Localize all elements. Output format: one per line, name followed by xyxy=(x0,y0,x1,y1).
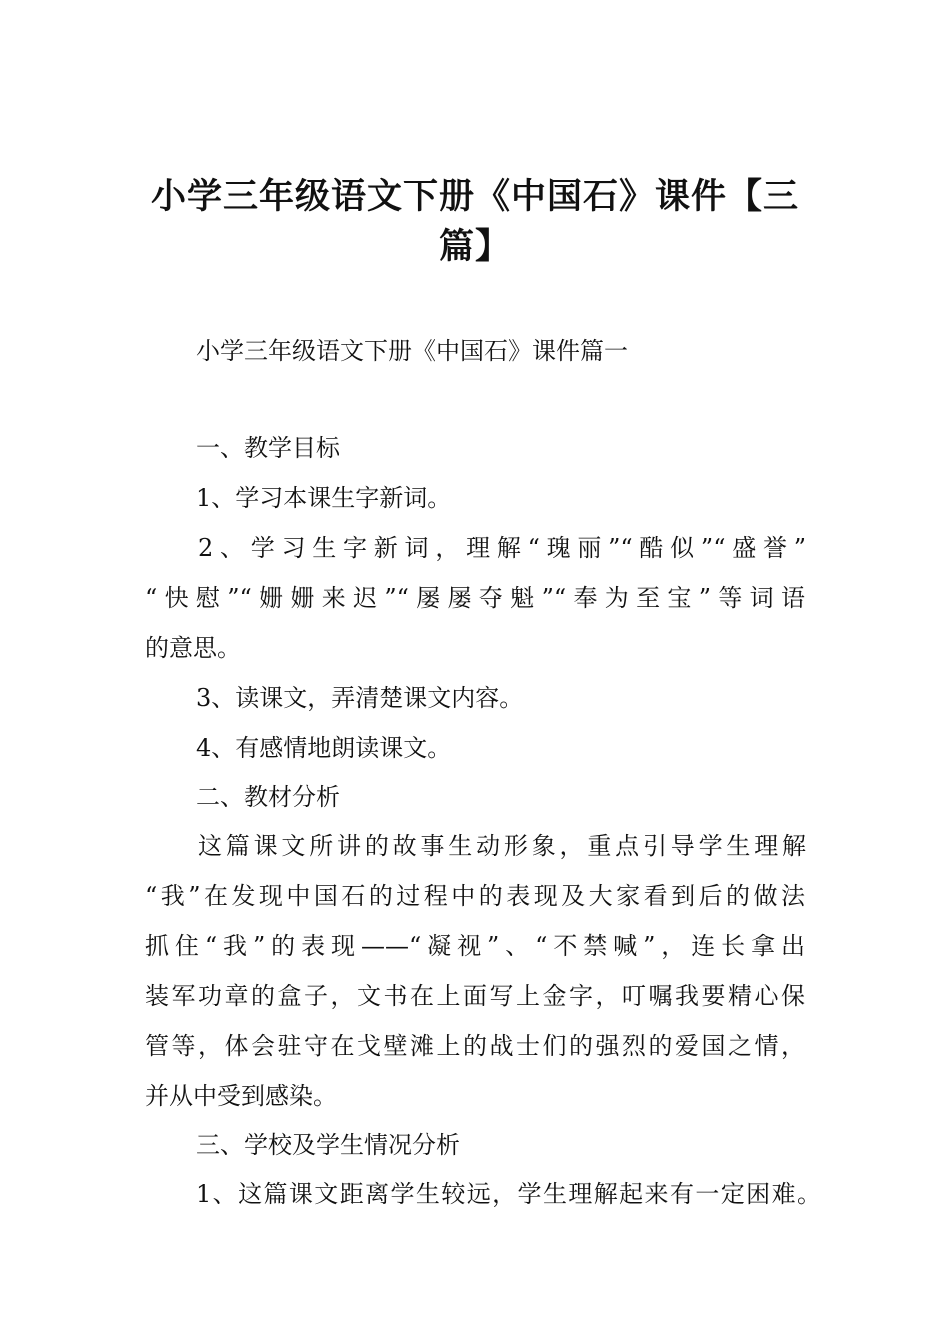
paragraph-line: 抓住“我”的表现——“凝视”、“不禁喊”，连长拿出 xyxy=(145,932,805,960)
paragraph-line: “我”在发现中国石的过程中的表现及大家看到后的做法 xyxy=(145,882,805,910)
paragraph-line: “快慰”“姗姗来迟”“屡屡夺魁”“奉为至宝”等词语 xyxy=(145,584,805,612)
paragraph-line: 管等，体会驻守在戈壁滩上的战士们的强烈的爱国之情， xyxy=(145,1032,805,1060)
paragraph-line: 这篇课文所讲的故事生动形象，重点引导学生理解 xyxy=(198,832,806,860)
paragraph-line: 装军功章的盒子，文书在上面写上金字，叮嘱我要精心保 xyxy=(145,982,805,1010)
paragraph-line: 1、学习本课生字新词。 xyxy=(196,484,452,512)
paragraph-line: 4、有感情地朗读课文。 xyxy=(196,734,452,762)
heading-material-analysis: 二、教材分析 xyxy=(196,783,340,811)
paragraph-line: 1、这篇课文距离学生较远，学生理解起来有一定困难。 xyxy=(196,1180,821,1208)
paragraph-line: 3、读课文，弄清楚课文内容。 xyxy=(196,684,524,712)
heading-student-analysis: 三、学校及学生情况分析 xyxy=(196,1131,460,1159)
section-subtitle: 小学三年级语文下册《中国石》课件篇一 xyxy=(196,337,628,365)
paragraph-line: 2、学习生字新词，理解“瑰丽”“酷似”“盛誉” xyxy=(198,534,806,562)
paragraph-line: 并从中受到感染。 xyxy=(145,1082,337,1110)
document-title: 小学三年级语文下册《中国石》课件【三篇】 xyxy=(150,177,799,267)
paragraph-line: 的意思。 xyxy=(145,634,241,662)
heading-teaching-goals: 一、教学目标 xyxy=(196,434,340,462)
